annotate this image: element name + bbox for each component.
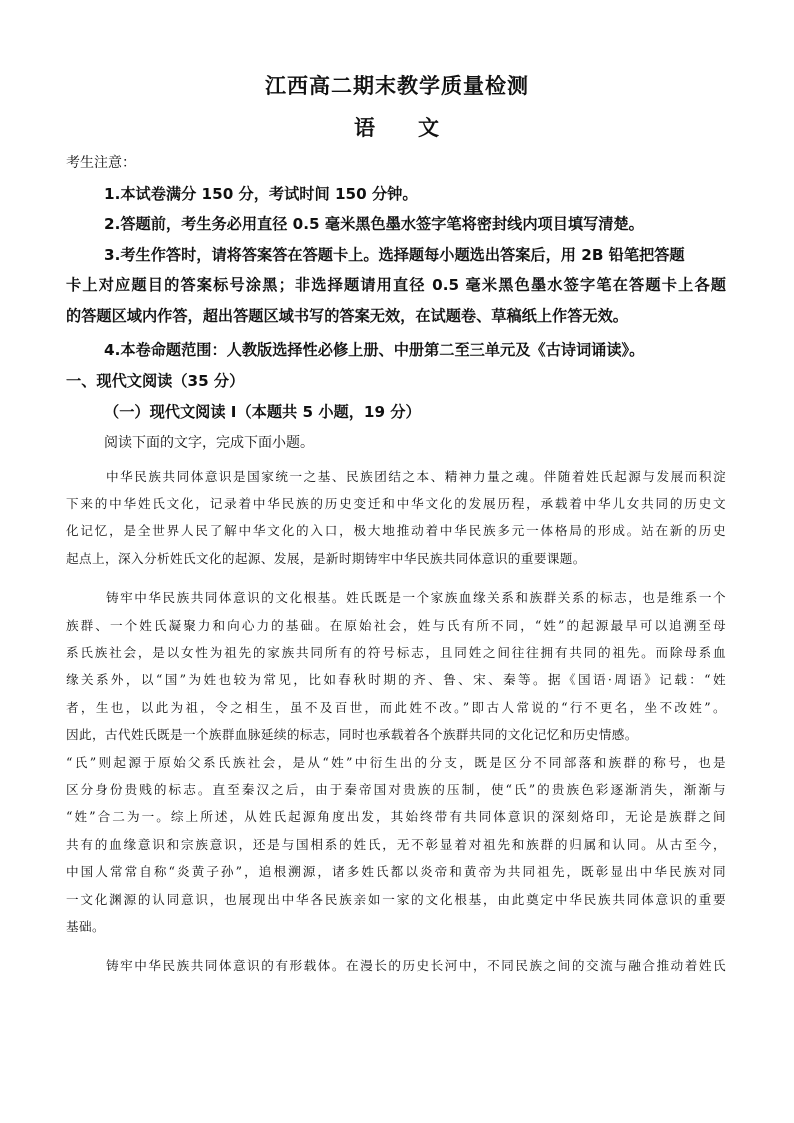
- passage-line: 一文化渊源的认同意识，也展现出中华各民族亲如一家的文化根基，由此奠定中华民族共同体意识的重要: [66, 892, 726, 907]
- passage-line: “姓”合二为一。综上所述，从姓氏起源角度出发，其始终带有共同体意识的深刻烙印，无论是族群之间: [66, 809, 726, 824]
- subject-char-left: 语: [354, 115, 376, 140]
- notice-item-3: 3.考生作答时，请将答案答在答题卡上。选择题每小题选出答案后，用 2B 铅笔把答题: [104, 246, 685, 264]
- notice-item-3-cont-1: 卡上对应题目的答案标号涂黑；非选择题请用直径 0.5 毫米黑色墨水签字笔在答题卡上各题: [66, 276, 726, 294]
- passage-line: “氏”则起源于原始父系氏族社会，是从“姓”中衍生出的分支，既是区分不同部落和族群的称号，也是: [66, 755, 726, 770]
- passage-line: 下来的中华姓氏文化，记录着中华民族的历史变迁和中华文化的发展历程，承载着中华儿女共同的历史文: [66, 496, 726, 511]
- notice-heading: 考生注意：: [66, 155, 136, 171]
- passage-line: 铸牢中华民族共同体意识的文化根基。姓氏既是一个家族血缘关系和族群关系的标志，也是维系一个: [106, 590, 726, 605]
- passage-line: 基础。: [66, 919, 105, 934]
- passage-line: 系氏族社会，是以女性为祖先的家族共同所有的符号标志，且同姓之间往往拥有共同的祖先。而除母系血: [66, 645, 726, 660]
- passage-line: 区分身份贵贱的标志。直至秦汉之后，由于秦帝国对贵族的压制，使“氏”的贵族色彩逐渐消失，渐渐与: [66, 782, 726, 797]
- passage-line: 化记忆，是全世界人民了解中华文化的入口，极大地推动着中华民族多元一体格局的形成。站在新的历史: [66, 523, 726, 538]
- passage-line: 起点上，深入分析姓氏文化的起源、发展，是新时期铸牢中华民族共同体意识的重要课题。: [66, 551, 586, 566]
- passage-line: 者，生也，以此为祖，令之相生，虽不及百世，而此姓不改。”即古人常说的“行不更名，坐不改姓”。: [66, 700, 726, 715]
- reading-instruction: 阅读下面的文字，完成下面小题。: [104, 435, 314, 451]
- section-heading: 一、现代文阅读（35 分）: [66, 372, 245, 390]
- passage-line: 族群、一个姓氏凝聚力和向心力的基础。在原始社会，姓与氏有所不同，“姓”的起源最早可以追溯至母: [66, 618, 726, 633]
- subject-char-right: 文: [418, 115, 440, 140]
- passage-line: 共有的血缘意识和宗族意识，还是与国相系的姓氏，无不彰显着对祖先和族群的归属和认同。从古至今，: [66, 837, 726, 852]
- sub-section-heading: （一）现代文阅读 I（本题共 5 小题，19 分）: [104, 403, 421, 421]
- passage-line: 因此，古代姓氏既是一个族群血脉延续的标志，同时也承载着各个族群共同的文化记忆和历史情感。: [66, 727, 638, 742]
- notice-item-4: 4.本卷命题范围：人教版选择性必修上册、中册第二至三单元及《古诗词诵读》。: [104, 341, 645, 359]
- exam-title: 江西高二期末教学质量检测: [265, 73, 529, 98]
- passage-line: 缘关系外，以“国”为姓也较为常见，比如春秋时期的齐、鲁、宋、秦等。据《国语·周语》记载：“姓: [66, 672, 726, 687]
- notice-item-3-cont-2: 的答题区域内作答，超出答题区域书写的答案无效，在试题卷、草稿纸上作答无效。: [66, 307, 628, 325]
- passage-line: 铸牢中华民族共同体意识的有形载体。在漫长的历史长河中，不同民族之间的交流与融合推动着姓氏: [106, 958, 726, 973]
- passage-line: 中国人常常自称“炎黄子孙”，追根溯源，诸多姓氏都以炎帝和黄帝为共同祖先，既彰显出中华民族对同: [66, 864, 726, 879]
- subject-title: [0, 112, 794, 142]
- passage-line: 中华民族共同体意识是国家统一之基、民族团结之本、精神力量之魂。伴随着姓氏起源与发展而积淀: [106, 469, 726, 484]
- notice-item-1: 1.本试卷满分 150 分，考试时间 150 分钟。: [104, 185, 418, 203]
- notice-item-2: 2.答题前，考生务必用直径 0.5 毫米黑色墨水签字笔将密封线内项目填写清楚。: [104, 215, 644, 233]
